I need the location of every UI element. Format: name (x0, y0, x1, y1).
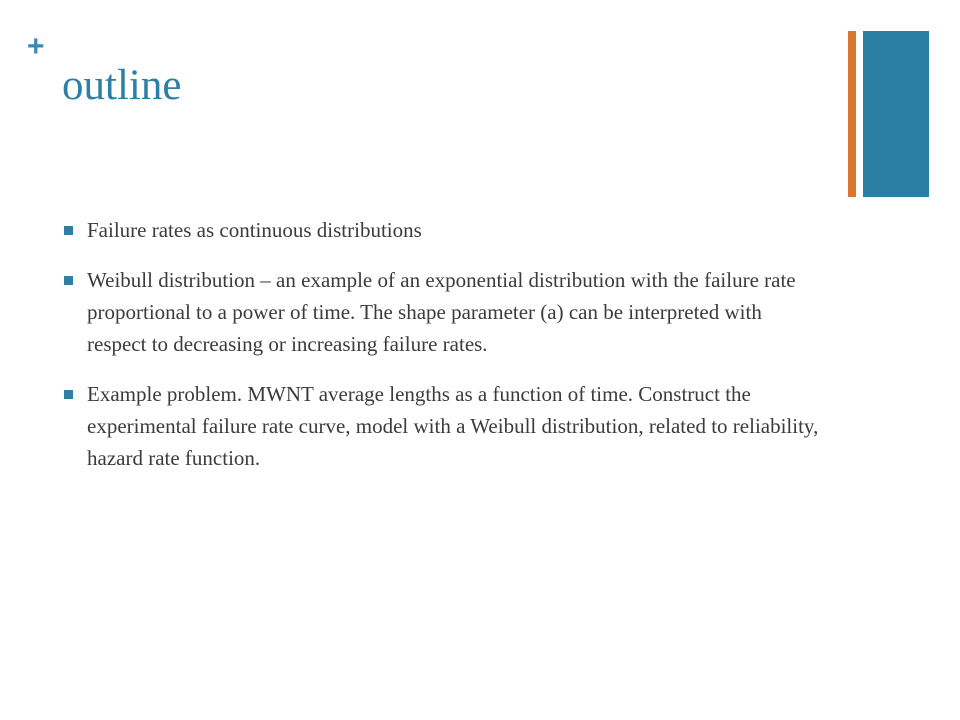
bullet-item (64, 264, 824, 360)
bullet-item (64, 214, 824, 246)
bullet-text: Example problem. MWNT average lengths as a function of time. Construct the experimental failure rate curve, model with a Weibull distribution, related to reliability, hazard rate function. (87, 382, 819, 470)
bullet-text: Weibull distribution – an example of an exponential distribution with the failure rate proportional to a power of time. The shape parameter (a) can be interpreted with respect to decreasing or increasing failure rates. (87, 268, 796, 356)
bullet-text: Failure rates as continuous distributions (87, 218, 422, 242)
orange-accent-bar (848, 31, 856, 197)
square-bullet-icon (64, 226, 73, 235)
square-bullet-icon (64, 276, 73, 285)
page-title: outline (62, 62, 182, 109)
plus-icon: + (27, 30, 45, 63)
square-bullet-icon (64, 390, 73, 399)
bullet-item (64, 378, 824, 474)
blue-accent-bar (863, 31, 929, 197)
bullet-list (64, 214, 824, 492)
